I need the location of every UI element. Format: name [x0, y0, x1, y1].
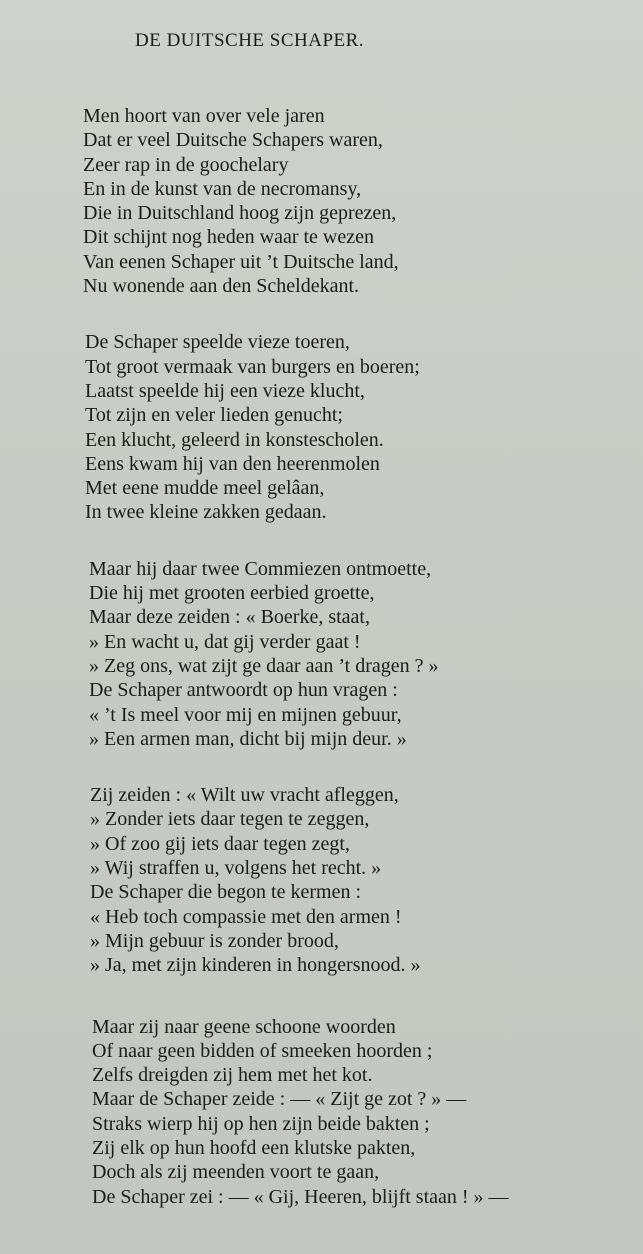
- verse-line: Zij elk op hun hoofd een klutske pakten,: [92, 1136, 416, 1159]
- verse-line: De Schaper zei : — « Gij, Heeren, blijft staan ! » —: [92, 1185, 509, 1208]
- stanza-3: [0, 557, 643, 751]
- stanza-4: [0, 783, 643, 977]
- verse-line: « ’t Is meel voor mij en mijnen gebuur,: [89, 703, 402, 726]
- verse-line: In twee kleine zakken gedaan.: [85, 501, 327, 524]
- stanza-2: [0, 330, 643, 524]
- verse-line: » Wij straffen u, volgens het recht. »: [90, 857, 382, 880]
- verse-line: » En wacht u, dat gij verder gaat !: [89, 630, 361, 653]
- stanza-1: [0, 104, 643, 298]
- stanza-gap: [0, 298, 643, 330]
- verse-line: De Schaper speelde vieze toeren,: [85, 331, 350, 354]
- verse-line: Zeer rap in de goochelary: [83, 153, 289, 176]
- stanza-gap: [0, 978, 643, 1015]
- verse-line: Tot zijn en veler lieden genucht;: [85, 404, 343, 427]
- stanza-5: [0, 1015, 643, 1209]
- verse-line: Of naar geen bidden of smeeken hoorden ;: [92, 1039, 433, 1062]
- verse-line: Eens kwam hij van den heerenmolen: [85, 452, 380, 475]
- verse-line: » Zeg ons, wat zijt ge daar aan ’t dragen ? »: [89, 654, 439, 677]
- verse-line: Die in Duitschland hoog zijn geprezen,: [83, 202, 397, 225]
- verse-line: Laatst speelde hij een vieze klucht,: [85, 379, 365, 402]
- verse-line: Zij zeiden : « Wilt uw vracht afleggen,: [90, 784, 399, 807]
- verse-line: Men hoort van over vele jaren: [83, 105, 325, 127]
- poem-body: [0, 104, 643, 1209]
- verse-line: Maar deze zeiden : « Boerke, staat,: [89, 606, 370, 629]
- verse-line: Dat er veel Duitsche Schapers waren,: [83, 129, 383, 152]
- verse-line: Nu wonende aan den Scheldekant.: [83, 275, 360, 298]
- verse-line: Een klucht, geleerd in konstescholen.: [85, 428, 384, 451]
- verse-line: » Of zoo gij iets daar tegen zegt,: [90, 832, 350, 855]
- verse-line: Maar de Schaper zeide : — « Zijt ge zot ? » —: [92, 1088, 467, 1111]
- verse-line: Doch als zij meenden voort te gaan,: [92, 1161, 380, 1184]
- verse-line: De Schaper antwoordt op hun vragen :: [89, 679, 398, 702]
- verse-line: » Zonder iets daar tegen te zeggen,: [90, 808, 370, 831]
- verse-line: Met eene mudde meel gelâan,: [85, 477, 325, 500]
- verse-line: De Schaper die begon te kermen :: [90, 881, 362, 904]
- verse-line: Die hij met grooten eerbied groette,: [89, 582, 375, 605]
- verse-line: » Een armen man, dicht bij mijn deur. »: [89, 727, 407, 750]
- stanza-gap: [0, 751, 643, 783]
- stanza-gap: [0, 525, 643, 557]
- verse-line: Van eenen Schaper uit ’t Duitsche land,: [83, 250, 399, 273]
- verse-line: » Ja, met zijn kinderen in hongersnood. »: [90, 954, 421, 977]
- verse-line: Maar hij daar twee Commiezen ontmoette,: [89, 557, 432, 580]
- verse-line: Zelfs dreigden zij hem met het kot.: [92, 1064, 373, 1087]
- verse-line: Straks wierp hij op hen zijn beide bakten ;: [92, 1112, 430, 1135]
- verse-line: « Heb toch compassie met den armen !: [90, 905, 402, 928]
- verse-line: Tot groot vermaak van burgers en boeren;: [85, 355, 420, 378]
- verse-line: Dit schijnt nog heden waar te wezen: [83, 226, 375, 249]
- poem-title: DE DUITSCHE SCHAPER.: [135, 30, 365, 51]
- verse-line: En in de kunst van de necromansy,: [83, 177, 362, 200]
- verse-line: Maar zij naar geene schoone woorden: [92, 1015, 396, 1038]
- verse-line: » Mijn gebuur is zonder brood,: [90, 929, 339, 952]
